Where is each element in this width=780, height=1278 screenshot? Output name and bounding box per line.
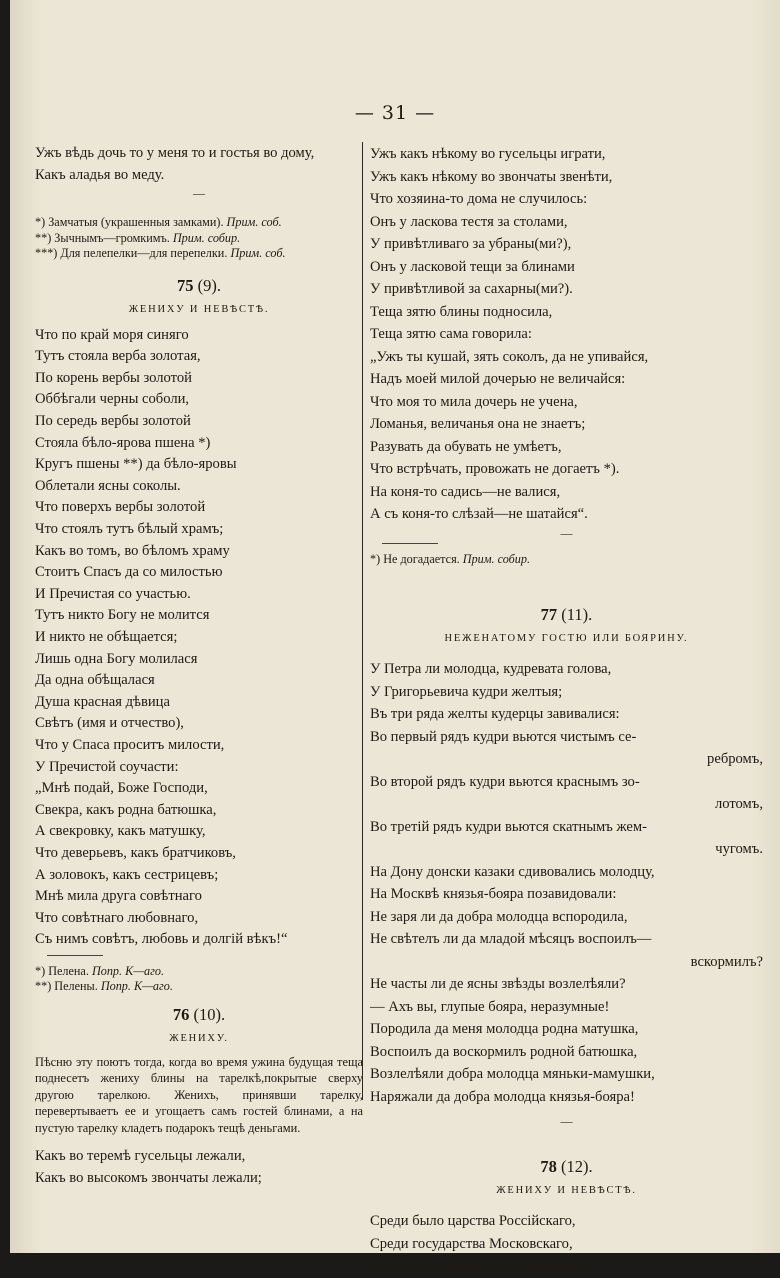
footnote: *) Замчатыя (украшенныя замками). Прим. соб. <box>35 215 282 230</box>
footnote: *) Не догадается. Прим. собир. <box>370 551 531 566</box>
footnote-rule <box>47 955 103 956</box>
song-note: Пѣсню эту поютъ тогда, когда во время ужина будущая теща поднесетъ жениху блины на тарелкѣ,покрытые сверху другою тарелкою. Женихъ, принявши тарелку, перевертываетъ ее и угощаетъ самъ гостей блинами, а на пустую тарелку кладетъ подарокъ тещѣ деньгами. <box>35 1054 363 1135</box>
verse-line: Что у Спаса проситъ милости, <box>35 736 225 753</box>
verse-line: По корень вербы золотой <box>35 369 192 386</box>
verse-line: Тутъ стояла верба золотая, <box>35 348 201 365</box>
song-caption: НЕЖЕНАТОМУ ГОСТЮ ИЛИ БОЯРИНУ. <box>444 633 689 644</box>
verse-line: На коня-то садись—не валися, <box>370 483 561 500</box>
footnote: **) Пелены. Попр. К—аго. <box>35 979 173 994</box>
verse-line: Ужъ какъ нѣкому во гусельцы играти, <box>370 146 606 162</box>
verse-line: Что хозяина-то дома не случилось: <box>370 191 588 207</box>
verse-line: Тутъ никто Богу не молится <box>35 607 210 624</box>
verse-line: „Ужъ ты кушай, зять соколъ, да не упивайся, <box>370 348 649 365</box>
verse-line: И никто не обѣщается; <box>35 629 178 645</box>
verse-line: Свекра, какъ родна батюшка, <box>35 801 217 818</box>
verse-line: Свѣтъ (имя и отчество), <box>35 715 184 732</box>
verse-line: Что встрѣчать, провожать не догаетъ *). <box>370 461 620 477</box>
footnote: ***) Для пелепелки—для перепелки. Прим. соб. <box>35 246 286 261</box>
verse-line: Разувать да обувать не умѣетъ, <box>370 438 562 455</box>
verse-line: Стоитъ Спасъ да со милостью <box>35 564 223 581</box>
section-dash: — <box>560 525 573 540</box>
verse-line: И Пречистая со участью. <box>35 585 191 602</box>
verse-line: Ломанья, величанья она не знаетъ; <box>370 416 586 432</box>
song-caption: ЖЕНИХУ И НЕВѢСТѢ. <box>496 1185 637 1196</box>
song-number: 77 (11). <box>540 605 593 624</box>
verse-line: Ужъ какъ нѣкому во звончаты звенѣти, <box>370 168 613 185</box>
verse-line: Что поверхъ вербы золотой <box>35 499 206 516</box>
verse-line: Облетали ясны соколы. <box>35 477 181 494</box>
verse-line: Лишь одна Богу молилася <box>35 650 198 667</box>
verse-line-continuation: вскормилъ? <box>690 953 763 970</box>
verse-line: Съ нимъ совѣтъ, любовь и долгій вѣкъ!“ <box>35 931 288 948</box>
footnote: **) Зычнымъ—громкимъ. Прим. собир. <box>35 230 241 245</box>
right-column <box>370 143 763 1278</box>
verse-line: Надъ моей милой дочерью не величайся: <box>370 371 626 387</box>
verse-line: Что деверьевъ, какъ братчиковъ, <box>35 844 236 861</box>
verse-line: Что по край моря синяго <box>35 326 189 343</box>
song-77-text <box>370 658 763 1108</box>
book-page <box>10 0 780 1274</box>
verse-line: Да одна обѣщалася <box>35 672 155 689</box>
verse-line: Что моя то мила дочерь не учена, <box>370 393 578 410</box>
song-number: 78 (12). <box>540 1157 593 1176</box>
verse-line: Мнѣ мила друга совѣтнаго <box>35 888 202 905</box>
verse-line: Не свѣтелъ ли да младой мѣсяцъ воспоилъ— <box>370 931 652 947</box>
verse-line: Онъ у ласкова тестя за столами, <box>370 213 568 230</box>
verse-line: Какъ во теремѣ гусельцы лежали, <box>35 1148 246 1165</box>
section-dash: — <box>193 186 205 201</box>
verse-line: „Мнѣ подай, Боже Господи, <box>35 780 208 797</box>
verse-line: Тутъ стояли палаты бѣлокаменны; <box>370 1258 585 1274</box>
verse-line: Породила да меня молодца родна матушка, <box>370 1021 639 1037</box>
verse-line: Наряжали да добра молодца князья-бояра! <box>370 1088 635 1105</box>
song-caption: ЖЕНИХУ И НЕВѢСТѢ. <box>128 303 270 315</box>
verse-line: Ужъ вѣдь дочь то у меня то и гостья во дому, <box>35 145 315 161</box>
verse-line-continuation: чугомъ. <box>715 841 763 857</box>
verse-line-continuation: лотомъ, <box>714 796 763 812</box>
verse-line: У привѣтливаго за убраны(ми?), <box>370 236 572 252</box>
verse-line: На Дону донски казаки сдивовались молодцу, <box>370 863 655 880</box>
verse-line: А свекровку, какъ матушку, <box>35 823 206 840</box>
verse-line-continuation: ребромъ, <box>707 751 763 767</box>
verse-line: А золовокъ, какъ сестрицевъ; <box>35 866 219 883</box>
verse-line: Какъ во высокомъ звончаты лежали; <box>35 1170 262 1186</box>
verse-line: У Пречистой соучасти: <box>35 758 179 775</box>
verse-line: Теща зятю блины подносила, <box>370 303 553 320</box>
song-76-continued <box>370 143 763 526</box>
verse-line: Не часты ли де ясны звѣзды возлелѣяли? <box>370 976 626 992</box>
song-number: 75 (9). <box>177 275 221 295</box>
verse-line: Что стоялъ тутъ бѣлый храмъ; <box>35 521 224 538</box>
verse-line: Какъ аладья во меду. <box>35 166 165 183</box>
song-75-text <box>35 325 363 951</box>
verse-line: Теща зятю сама говорила: <box>370 326 532 342</box>
song-caption: ЖЕНИХУ. <box>169 1032 229 1044</box>
verse-line: На Москвѣ князья-бояра позавидовали: <box>370 886 617 902</box>
verse-line: Воспоилъ да воскормилъ родной батюшка, <box>370 1043 638 1060</box>
section-dash: — <box>560 1114 573 1128</box>
song-number: 76 (10). <box>172 1004 226 1024</box>
verse-line: Душа красная дѣвица <box>35 693 170 710</box>
verse-line: Во первый рядъ кудри вьются чистымъ се- <box>370 728 637 745</box>
verse-line: У Григорьевича кудри желтыя; <box>370 683 563 700</box>
verse-line: Онъ у ласковой тещи за блинами <box>370 258 575 275</box>
verse-line: Оббѣгали черны соболи, <box>35 391 190 408</box>
verse-line: Не заря ли да добра молодца вспородила, <box>370 908 628 925</box>
verse-line: Среди было царства Россійскаго, <box>370 1213 576 1229</box>
verse-line: Стояла бѣло-ярова пшена *) <box>35 434 211 451</box>
verse-line: Какъ во томъ, во бѣломъ храму <box>35 542 230 559</box>
verse-line: Возлелѣяли добра молодца мяньки-мамушки, <box>370 1066 655 1082</box>
verse-line: По середь вербы золотой <box>35 413 191 430</box>
left-column <box>35 143 363 1190</box>
verse-line: — Ахъ вы, глупые бояра, неразумные! <box>370 998 610 1015</box>
verse-line: Въ три ряда желты кудерцы завивалися: <box>370 706 620 722</box>
verse-line: А съ коня-то слѣзай—не шатайся“. <box>370 506 588 522</box>
verse-line: У Петра ли молодца, кудревата голова, <box>370 661 612 677</box>
page-number: — 31 — <box>354 102 436 124</box>
verse-line: Во второй рядъ кудри вьются краснымъ зо- <box>370 773 640 790</box>
footnote: *) Пелена. Попр. К—аго. <box>35 963 165 978</box>
verse-line: Среди государства Московскаго, <box>370 1235 573 1252</box>
verse-line: У привѣтливой за сахарны(ми?). <box>370 281 573 297</box>
verse-line: Во третій рядъ кудри вьются скатнымъ жем- <box>370 818 647 835</box>
verse-line: Кругъ пшены **) да бѣло-яровы <box>35 456 237 473</box>
verse-line: Что совѣтнаго любовнаго, <box>35 909 199 926</box>
footnote-rule <box>382 543 438 544</box>
